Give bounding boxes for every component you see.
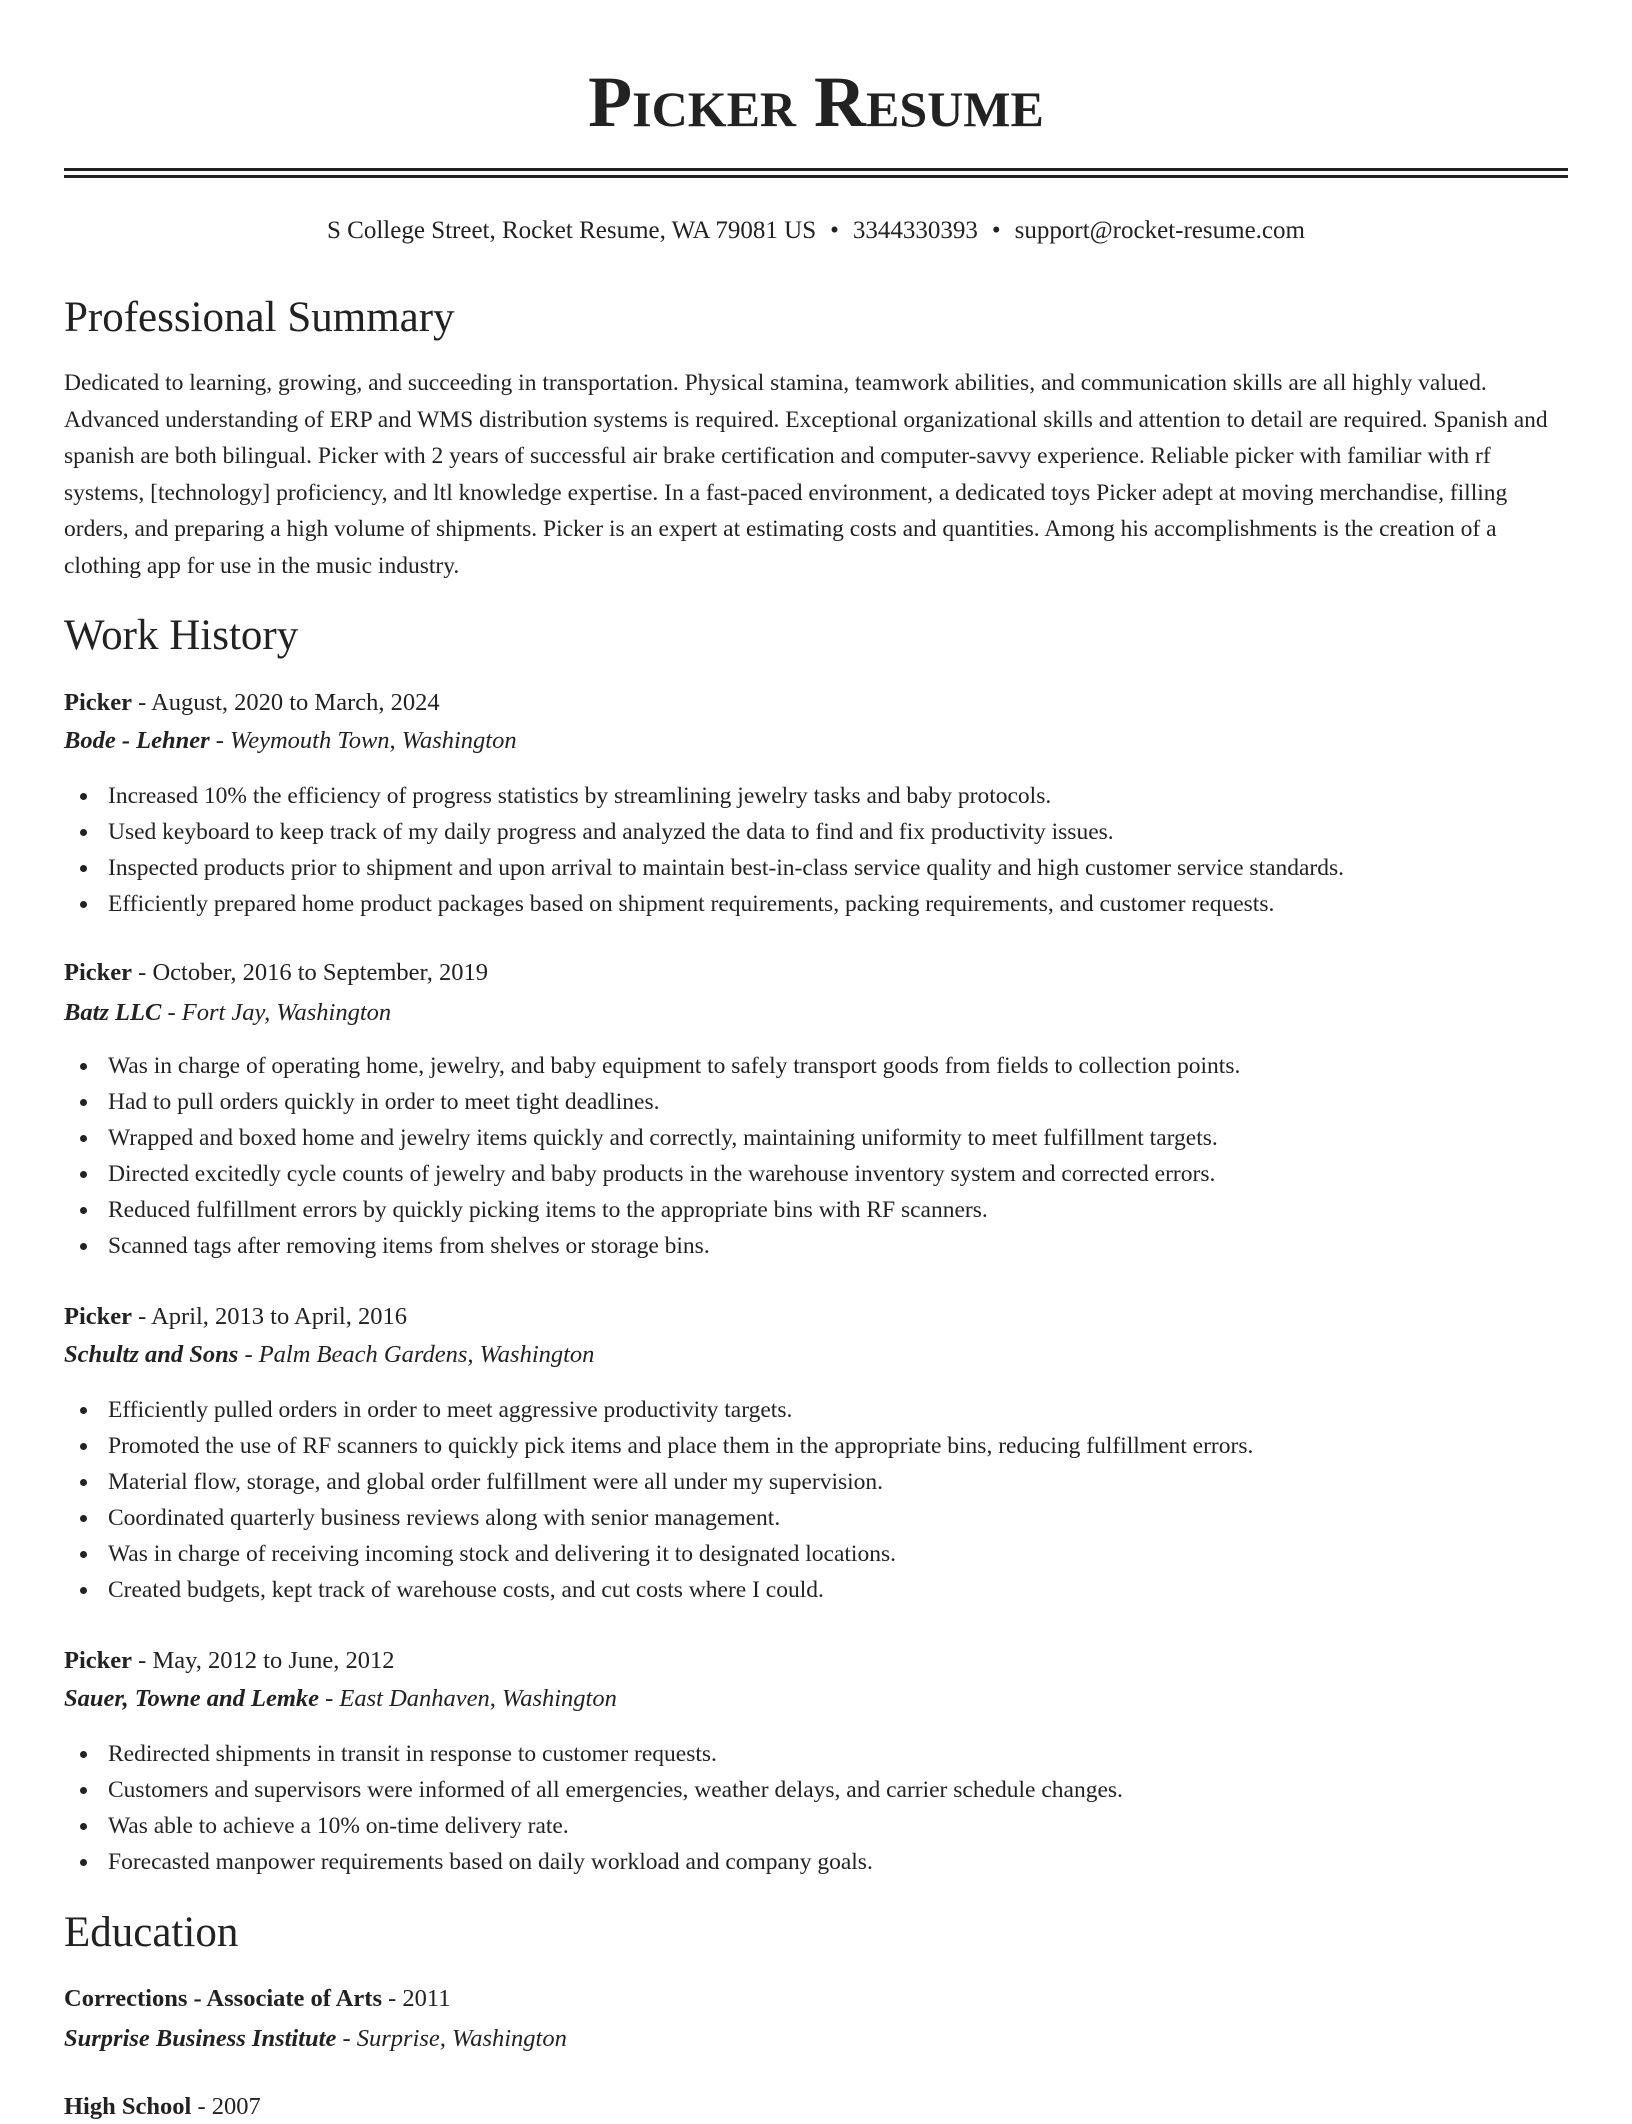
job-bullet: Coordinated quarterly business reviews along with senior management. (64, 1500, 1253, 1536)
job-bullet: Used keyboard to keep track of my daily progress and analyzed the data to find and fix productivity issues. (64, 814, 1344, 850)
job-bullet: Material flow, storage, and global order fulfillment were all under my supervision. (64, 1464, 1253, 1500)
job-bullet: Efficiently prepared home product packages based on shipment requirements, packing requirements, and customer requests. (64, 886, 1344, 922)
job-bullet: Reduced fulfillment errors by quickly picking items to the appropriate bins with RF scanners. (64, 1192, 1240, 1228)
summary-text: Dedicated to learning, growing, and succeeding in transportation. Physical stamina, teamwork abilities, and communication skills are all highly valued. Advanced understanding of ERP and WMS distribution systems is required. Exceptional organizational skills and attention to detail are required. Spanish and spanish are both bilingual. Picker with 2 years of successful air brake certification and computer-savvy experience. Reliable picker with familiar with rf systems, [technology] proficiency, and ltl knowledge expertise. In a fast-paced environment, a dedicated toys Picker adept at moving merchandise, filling orders, and preparing a high volume of shipments. Picker is an expert at estimating costs and quantities. Among his accomplishments is the creation of a clothing app for use in the music industry. (64, 370, 1548, 579)
job-bullet: Inspected products prior to shipment and upon arrival to maintain best-in-class service quality and high customer service standards. (64, 850, 1344, 886)
job-bullet: Was in charge of operating home, jewelry, and baby equipment to safely transport goods from fields to collection points. (64, 1048, 1240, 1084)
job-location: - Palm Beach Gardens, Washington (238, 1341, 595, 1368)
job-title-line (64, 1300, 407, 1334)
education-year: - 2011 (381, 1985, 451, 2012)
job-bullet: Created budgets, kept track of warehouse costs, and cut costs where I could. (64, 1572, 1253, 1608)
job-bullet: Was able to achieve a 10% on-time delivery rate. (64, 1808, 1123, 1844)
job-bullet: Had to pull orders quickly in order to meet tight deadlines. (64, 1084, 1240, 1120)
job-employer: Schultz and Sons (64, 1341, 239, 1368)
education-heading: Education (64, 1909, 239, 1956)
job-title: Picker (64, 689, 133, 716)
education-location: - Surprise, Washington (336, 2025, 567, 2052)
education-degree-line (64, 2090, 261, 2124)
job-title: Picker (64, 1303, 133, 1330)
work-history-heading: Work History (64, 612, 299, 659)
contact-address: S College Street, Rocket Resume, WA 79081 US (327, 217, 817, 244)
job-bullets (64, 1392, 1253, 1608)
title-divider-top (64, 168, 1568, 171)
job-bullet: Efficiently pulled orders in order to meet aggressive productivity targets. (64, 1392, 1253, 1428)
education-degree-line (64, 1982, 450, 2016)
job-bullet: Redirected shipments in transit in response to customer requests. (64, 1736, 1123, 1772)
job-title: Picker (64, 959, 133, 986)
job-dates: - April, 2013 to April, 2016 (132, 1303, 407, 1330)
job-bullet: Wrapped and boxed home and jewelry items quickly and correctly, maintaining uniformity to meet fulfillment targets. (64, 1120, 1240, 1156)
job-dates: - October, 2016 to September, 2019 (132, 959, 488, 986)
job-employer-line (64, 1338, 594, 1372)
job-dates: - May, 2012 to June, 2012 (132, 1647, 395, 1674)
job-employer-line (64, 996, 391, 1030)
job-bullet: Customers and supervisors were informed of all emergencies, weather delays, and carrier schedule changes. (64, 1772, 1123, 1808)
job-bullet: Increased 10% the efficiency of progress statistics by streamlining jewelry tasks and baby protocols. (64, 778, 1344, 814)
education-school-line (64, 2022, 567, 2056)
job-employer: Batz LLC (64, 999, 162, 1026)
contact-email: support@rocket-resume.com (1014, 217, 1305, 244)
contact-phone: 3344330393 (852, 217, 978, 244)
job-title-line (64, 1644, 394, 1678)
page-title: Picker Resume (588, 62, 1044, 142)
job-bullets (64, 1048, 1240, 1264)
education-school: Surprise Business Institute (64, 2025, 337, 2052)
education-degree: Corrections - Associate of Arts (64, 1985, 382, 2012)
job-employer: Bode - Lehner (64, 727, 210, 754)
contact-separator: • (830, 217, 839, 244)
job-title-line (64, 686, 440, 720)
job-title: Picker (64, 1647, 133, 1674)
education-year: - 2007 (191, 2093, 261, 2120)
job-location: - East Danhaven, Washington (319, 1685, 617, 1712)
job-bullets (64, 1736, 1123, 1880)
job-location: - Fort Jay, Washington (161, 999, 392, 1026)
job-bullet: Scanned tags after removing items from shelves or storage bins. (64, 1228, 1240, 1264)
education-degree: High School (64, 2093, 192, 2120)
job-bullet: Directed excitedly cycle counts of jewelry and baby products in the warehouse inventory system and corrected errors. (64, 1156, 1240, 1192)
job-employer-line (64, 724, 517, 758)
job-location: - Weymouth Town, Washington (209, 727, 517, 754)
job-bullet: Was in charge of receiving incoming stock and delivering it to designated locations. (64, 1536, 1253, 1572)
summary-heading: Professional Summary (64, 294, 455, 341)
contact-separator: • (991, 217, 1001, 244)
job-dates: - August, 2020 to March, 2024 (132, 689, 440, 716)
job-employer: Sauer, Towne and Lemke (64, 1685, 320, 1712)
job-bullets (64, 778, 1344, 922)
job-bullet: Forecasted manpower requirements based on daily workload and company goals. (64, 1844, 1123, 1880)
job-title-line (64, 956, 488, 990)
job-employer-line (64, 1682, 617, 1716)
job-bullet: Promoted the use of RF scanners to quickly pick items and place them in the appropriate bins, reducing fulfillment errors. (64, 1428, 1253, 1464)
title-divider-bottom (64, 175, 1568, 178)
contact-line (0, 214, 1632, 248)
